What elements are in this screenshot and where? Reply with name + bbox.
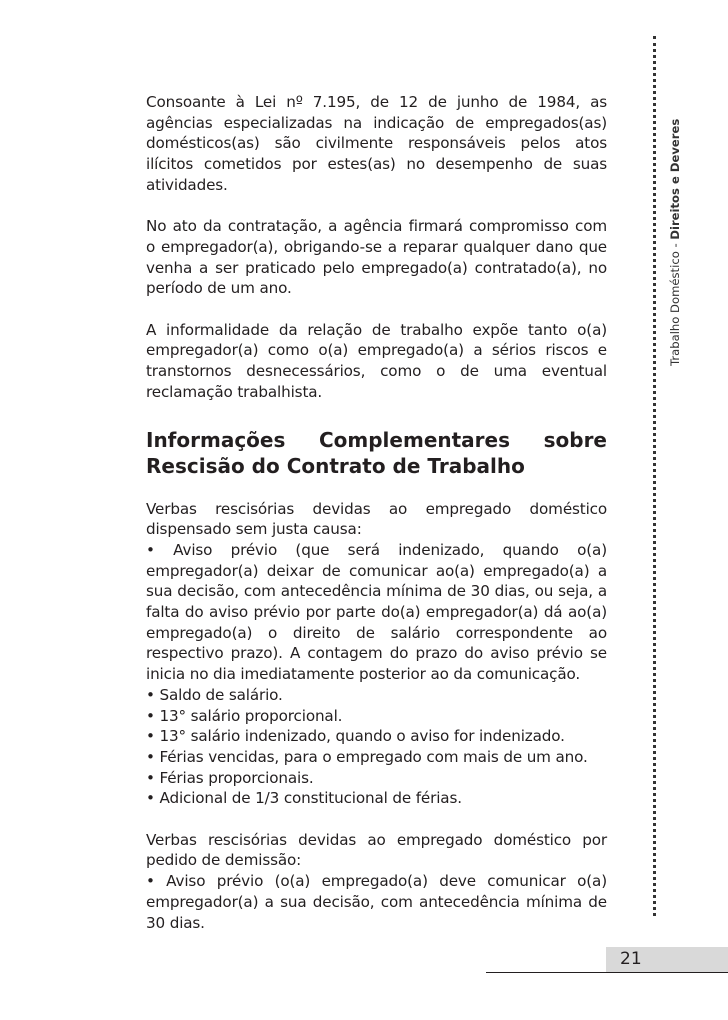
running-header-text [668,119,682,366]
list-item: • 13° salário indenizado, quando o aviso for indenizado. [146,727,565,746]
page-number-box [606,947,728,972]
footer-rule [486,972,728,973]
paragraph-lei: Consoante à Lei nº 7.195, de 12 de junho de 1984, as agências especializadas na indicação de empregados(as) domésticos(as) são civilmente responsáveis pelos atos ilícitos cometidos por estes(as) no desempenho de suas atividades. [146,93,607,194]
running-header-bold: Direitos e Deveres [668,118,682,240]
demissao-intro: Verbas rescisórias devidas ao empregado doméstico por pedido de demissão: [146,830,607,870]
running-header-plain: Trabalho Doméstico - [668,239,682,366]
running-header [658,92,682,366]
list-item: • Adicional de 1/3 constitucional de férias. [146,789,462,808]
paragraph-contratacao: No ato da contratação, a agência firmará compromisso com o empregador(a), obrigando-se a reparar qualquer dano que venha a ser praticado pelo empregado(a) contratado(a), no período de um ano. [146,217,607,298]
list-item: • Férias proporcionais. [146,768,314,787]
dispensa-intro: Verbas rescisórias devidas ao empregado doméstico dispensado sem justa causa: [146,499,607,539]
page-number: 21 [620,949,642,969]
paragraph-informalidade: A informalidade da relação de trabalho expõe tanto o(a) empregador(a) como o(a) empregado(a) a sérios riscos e transtornos desnecessários, como o de uma eventual reclamação trabalhista. [146,320,607,401]
list-item: • 13° salário proporcional. [146,706,343,725]
list-item: • Férias vencidas, para o empregado com mais de um ano. [146,747,588,766]
list-item: • Aviso prévio (que será indenizado, quando o(a) empregador(a) deixar de comunicar ao(a) empregado(a) a sua decisão, com antecedência mínima de 30 dias, ou seja, a falta do aviso prévio por parte do(a) empregador(a) dá ao(a) empregado(a) o direito de salário correspondente ao respectivo prazo). A contagem do prazo do aviso prévio se inicia no dia imediatamente posterior ao da comunicação. [146,540,607,684]
section-heading: Informações Complementares sobre Rescisão do Contrato de Trabalho [146,427,607,478]
dispensa-block [146,499,607,810]
main-content [146,92,607,954]
demissao-block [146,830,607,934]
list-item: • Aviso prévio (o(a) empregado(a) deve comunicar o(a) empregador(a) a sua decisão, com antecedência mínima de 30 dias. [146,872,607,932]
list-item: • Saldo de salário. [146,685,283,704]
